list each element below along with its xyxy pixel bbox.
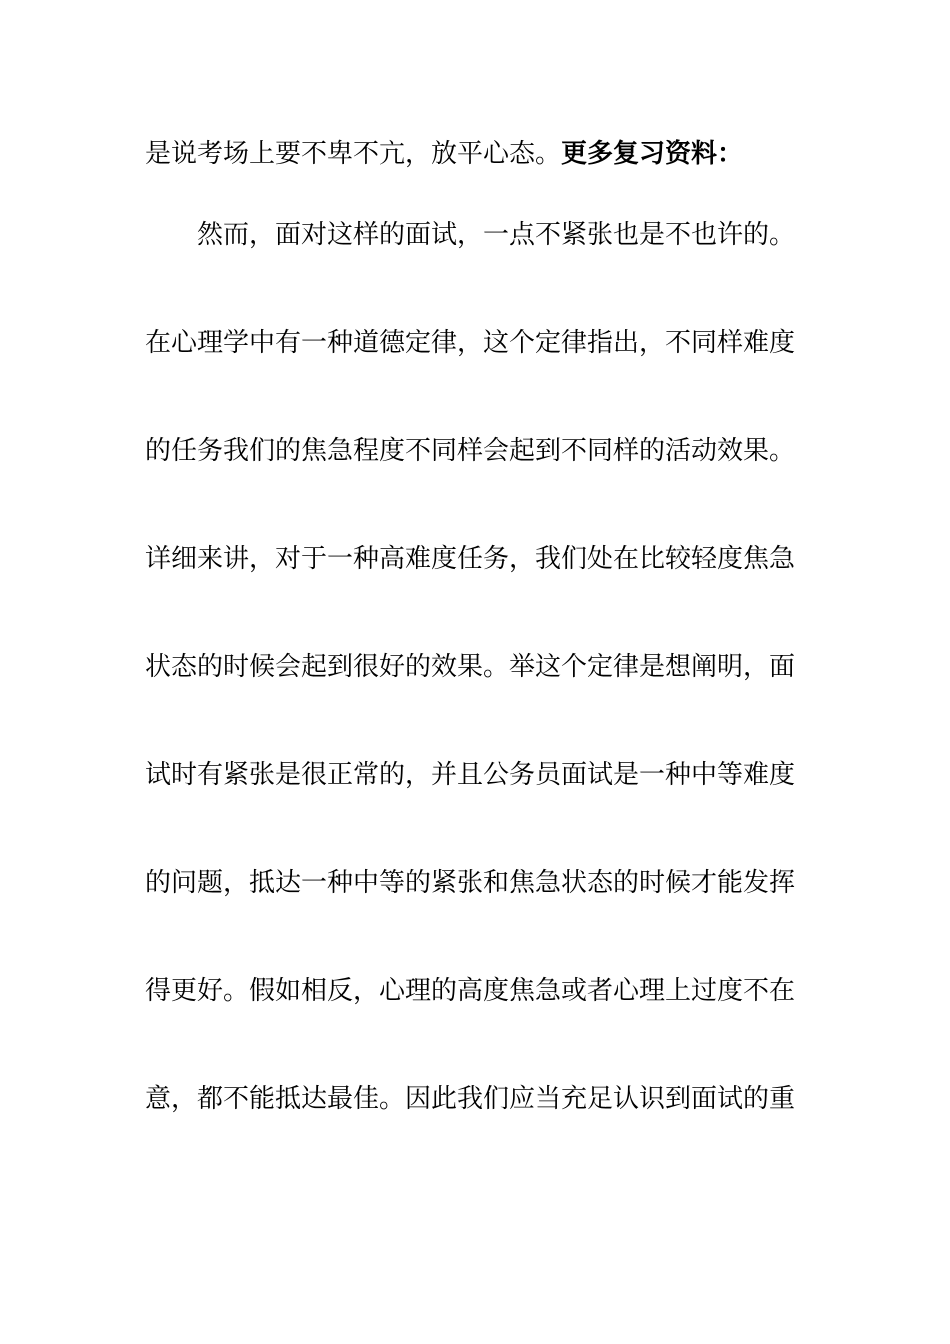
text-line-6: 状态的时候会起到很好的效果。举这个定律是想阐明，面 — [145, 652, 796, 682]
text-line-9: 得更好。假如相反，心理的高度焦急或者心理上过度不在 — [145, 976, 796, 1006]
text-line-4: 的任务我们的焦急程度不同样会起到不同样的活动效果。 — [145, 436, 796, 466]
text-line-7: 试时有紧张是很正常的，并且公务员面试是一种中等难度 — [145, 760, 796, 790]
text-line-2: 然而，面对这样的面试，一点不紧张也是不也许的。 — [197, 220, 796, 250]
text-run: 是说考场上要不卑不亢，放平心态。 — [145, 139, 562, 169]
text-line-10: 意，都不能抵达最佳。因此我们应当充足认识到面试的重 — [145, 1084, 796, 1114]
text-line-1 — [145, 134, 807, 174]
bold-link-text: 更多复习资料： — [561, 139, 744, 169]
text-line-3: 在心理学中有一种道德定律，这个定律指出，不同样难度 — [145, 328, 796, 358]
text-line-8: 的问题，抵达一种中等的紧张和焦急状态的时候才能发挥 — [145, 868, 796, 898]
text-line-5: 详细来讲，对于一种高难度任务，我们处在比较轻度焦急 — [145, 544, 796, 574]
